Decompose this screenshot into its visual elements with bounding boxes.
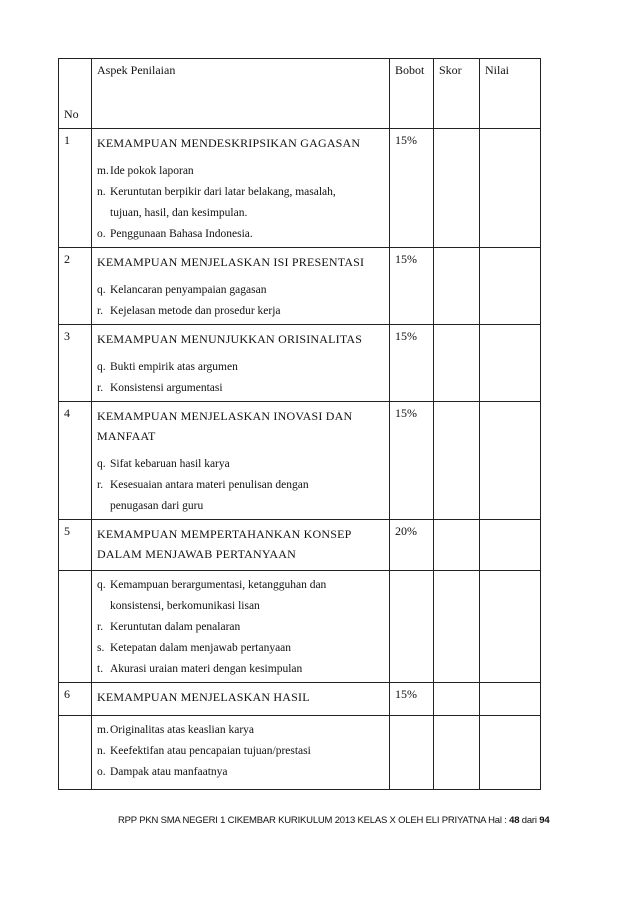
row-number-empty: [59, 716, 92, 790]
list-item: [97, 378, 384, 399]
footer-total-pages: 94: [539, 815, 550, 826]
criteria-list: [97, 454, 384, 517]
list-marker: n.: [97, 745, 106, 757]
skor-cell[interactable]: [434, 520, 480, 571]
list-text: Bukti empirik atas argumen: [110, 361, 238, 373]
list-text: Penggunaan Bahasa Indonesia.: [110, 228, 253, 240]
list-marker: t.: [97, 663, 104, 675]
list-marker: r.: [97, 621, 104, 633]
list-marker: q.: [97, 458, 106, 470]
row-number-empty: [59, 571, 92, 683]
row-number: 1: [59, 129, 92, 248]
list-item: [97, 475, 384, 496]
aspect-title: KEMAMPUAN MENUNJUKKAN ORISINALITAS: [97, 332, 363, 346]
aspect-cell: [92, 716, 390, 790]
criteria-list: [97, 280, 384, 322]
list-marker: s.: [97, 642, 105, 654]
aspect-cell: [92, 683, 390, 716]
list-marker: m.: [97, 165, 109, 177]
aspect-cell: [92, 520, 390, 571]
skor-cell[interactable]: [434, 716, 480, 790]
list-item: [97, 454, 384, 475]
row-number: 3: [59, 325, 92, 402]
bobot-cell: 15%: [390, 683, 434, 716]
aspect-title-line-1: KEMAMPUAN MEMPERTAHANKAN KONSEP: [97, 527, 352, 541]
skor-cell[interactable]: [434, 325, 480, 402]
list-marker: r.: [97, 305, 104, 317]
list-marker: o.: [97, 228, 106, 240]
bobot-cell: 15%: [390, 248, 434, 325]
table-row: [59, 716, 541, 790]
list-text: Akurasi uraian materi dengan kesimpulan: [110, 663, 303, 675]
nilai-cell[interactable]: [480, 683, 541, 716]
list-text: Ide pokok laporan: [110, 165, 194, 177]
criteria-list: [97, 720, 384, 783]
list-marker: r.: [97, 479, 104, 491]
list-text: Keefektifan atau pencapaian tujuan/prestasi: [110, 745, 311, 757]
nilai-cell[interactable]: [480, 402, 541, 520]
table-row: [59, 129, 541, 248]
row-number: 4: [59, 402, 92, 520]
list-marker: n.: [97, 186, 106, 198]
nilai-cell[interactable]: [480, 520, 541, 571]
list-text: Kelancaran penyampaian gagasan: [110, 284, 267, 296]
aspect-title: KEMAMPUAN MENJELASKAN ISI PRESENTASI: [97, 255, 365, 269]
list-item: [97, 496, 384, 517]
list-text: konsistensi, berkomunikasi lisan: [110, 600, 260, 612]
bobot-cell: 15%: [390, 402, 434, 520]
header-bobot: Bobot: [390, 59, 434, 129]
list-marker: r.: [97, 382, 104, 394]
list-text: Kemampuan berargumentasi, ketangguhan dan: [110, 579, 327, 591]
skor-cell[interactable]: [434, 571, 480, 683]
list-item: [97, 617, 384, 638]
list-marker: q.: [97, 579, 106, 591]
nilai-cell[interactable]: [480, 571, 541, 683]
table-row: [59, 325, 541, 402]
criteria-list: [97, 575, 384, 680]
list-text: Dampak atau manfaatnya: [110, 766, 228, 778]
list-marker: q.: [97, 361, 106, 373]
aspect-cell: [92, 129, 390, 248]
list-marker: q.: [97, 284, 106, 296]
aspect-title-line-1: KEMAMPUAN MENJELASKAN INOVASI DAN: [97, 409, 353, 423]
header-skor: Skor: [434, 59, 480, 129]
skor-cell[interactable]: [434, 129, 480, 248]
aspect-title-line-2: MANFAAT: [97, 429, 156, 443]
list-text: Keruntutan berpikir dari latar belakang, masalah,: [110, 186, 336, 198]
list-item: [97, 659, 384, 680]
list-marker: o.: [97, 766, 106, 778]
nilai-cell[interactable]: [480, 129, 541, 248]
list-item: [97, 596, 384, 617]
list-text: Kesesuaian antara materi penulisan dengan: [110, 479, 309, 491]
list-item: [97, 203, 384, 224]
bobot-cell-empty: [390, 716, 434, 790]
list-marker: m.: [97, 724, 109, 736]
page-footer: [118, 815, 598, 826]
list-text: Kejelasan metode dan prosedur kerja: [110, 305, 281, 317]
list-item: [97, 280, 384, 301]
nilai-cell[interactable]: [480, 716, 541, 790]
table-header-row: [59, 59, 541, 129]
list-text: penugasan dari guru: [110, 500, 204, 512]
assessment-table: [58, 58, 541, 790]
aspect-cell: [92, 325, 390, 402]
bobot-cell: 15%: [390, 129, 434, 248]
list-item: [97, 762, 384, 783]
table-row: [59, 520, 541, 571]
aspect-title: KEMAMPUAN MENDESKRIPSIKAN GAGASAN: [97, 136, 361, 150]
header-nilai: Nilai: [480, 59, 541, 129]
list-item: [97, 741, 384, 762]
criteria-list: [97, 161, 384, 245]
list-item: [97, 638, 384, 659]
list-item: [97, 575, 384, 596]
row-number: 6: [59, 683, 92, 716]
list-text: Sifat kebaruan hasil karya: [110, 458, 230, 470]
aspect-title: KEMAMPUAN MENJELASKAN HASIL: [97, 690, 310, 704]
list-item: [97, 224, 384, 245]
bobot-cell: 15%: [390, 325, 434, 402]
footer-of: dari: [521, 815, 537, 826]
list-text: tujuan, hasil, dan kesimpulan.: [110, 207, 248, 219]
footer-page-number: 48: [509, 815, 520, 826]
header-no: No: [59, 59, 92, 129]
skor-cell[interactable]: [434, 683, 480, 716]
row-number: 5: [59, 520, 92, 571]
table-row: [59, 402, 541, 520]
nilai-cell[interactable]: [480, 325, 541, 402]
aspect-title-line-2: DALAM MENJAWAB PERTANYAAN: [97, 547, 297, 561]
list-item: [97, 301, 384, 322]
bobot-cell: 20%: [390, 520, 434, 571]
row-number: 2: [59, 248, 92, 325]
header-aspek: Aspek Penilaian: [92, 59, 390, 129]
list-text: Originalitas atas keaslian karya: [110, 724, 255, 736]
aspect-cell: [92, 402, 390, 520]
aspect-cell: [92, 571, 390, 683]
criteria-list: [97, 357, 384, 399]
skor-cell[interactable]: [434, 248, 480, 325]
list-item: [97, 357, 384, 378]
list-text: Ketepatan dalam menjawab pertanyaan: [110, 642, 292, 654]
list-item: [97, 182, 384, 203]
table-row: [59, 571, 541, 683]
list-text: Konsistensi argumentasi: [110, 382, 223, 394]
aspect-cell: [92, 248, 390, 325]
bobot-cell-empty: [390, 571, 434, 683]
nilai-cell[interactable]: [480, 248, 541, 325]
list-item: [97, 720, 384, 741]
skor-cell[interactable]: [434, 402, 480, 520]
footer-text: RPP PKN SMA NEGERI 1 CIKEMBAR KURIKULUM 2013 KELAS X OLEH ELI PRIYATNA Hal :: [118, 815, 507, 826]
table-row: [59, 683, 541, 716]
table-row: [59, 248, 541, 325]
list-text: Keruntutan dalam penalaran: [110, 621, 241, 633]
list-item: [97, 161, 384, 182]
